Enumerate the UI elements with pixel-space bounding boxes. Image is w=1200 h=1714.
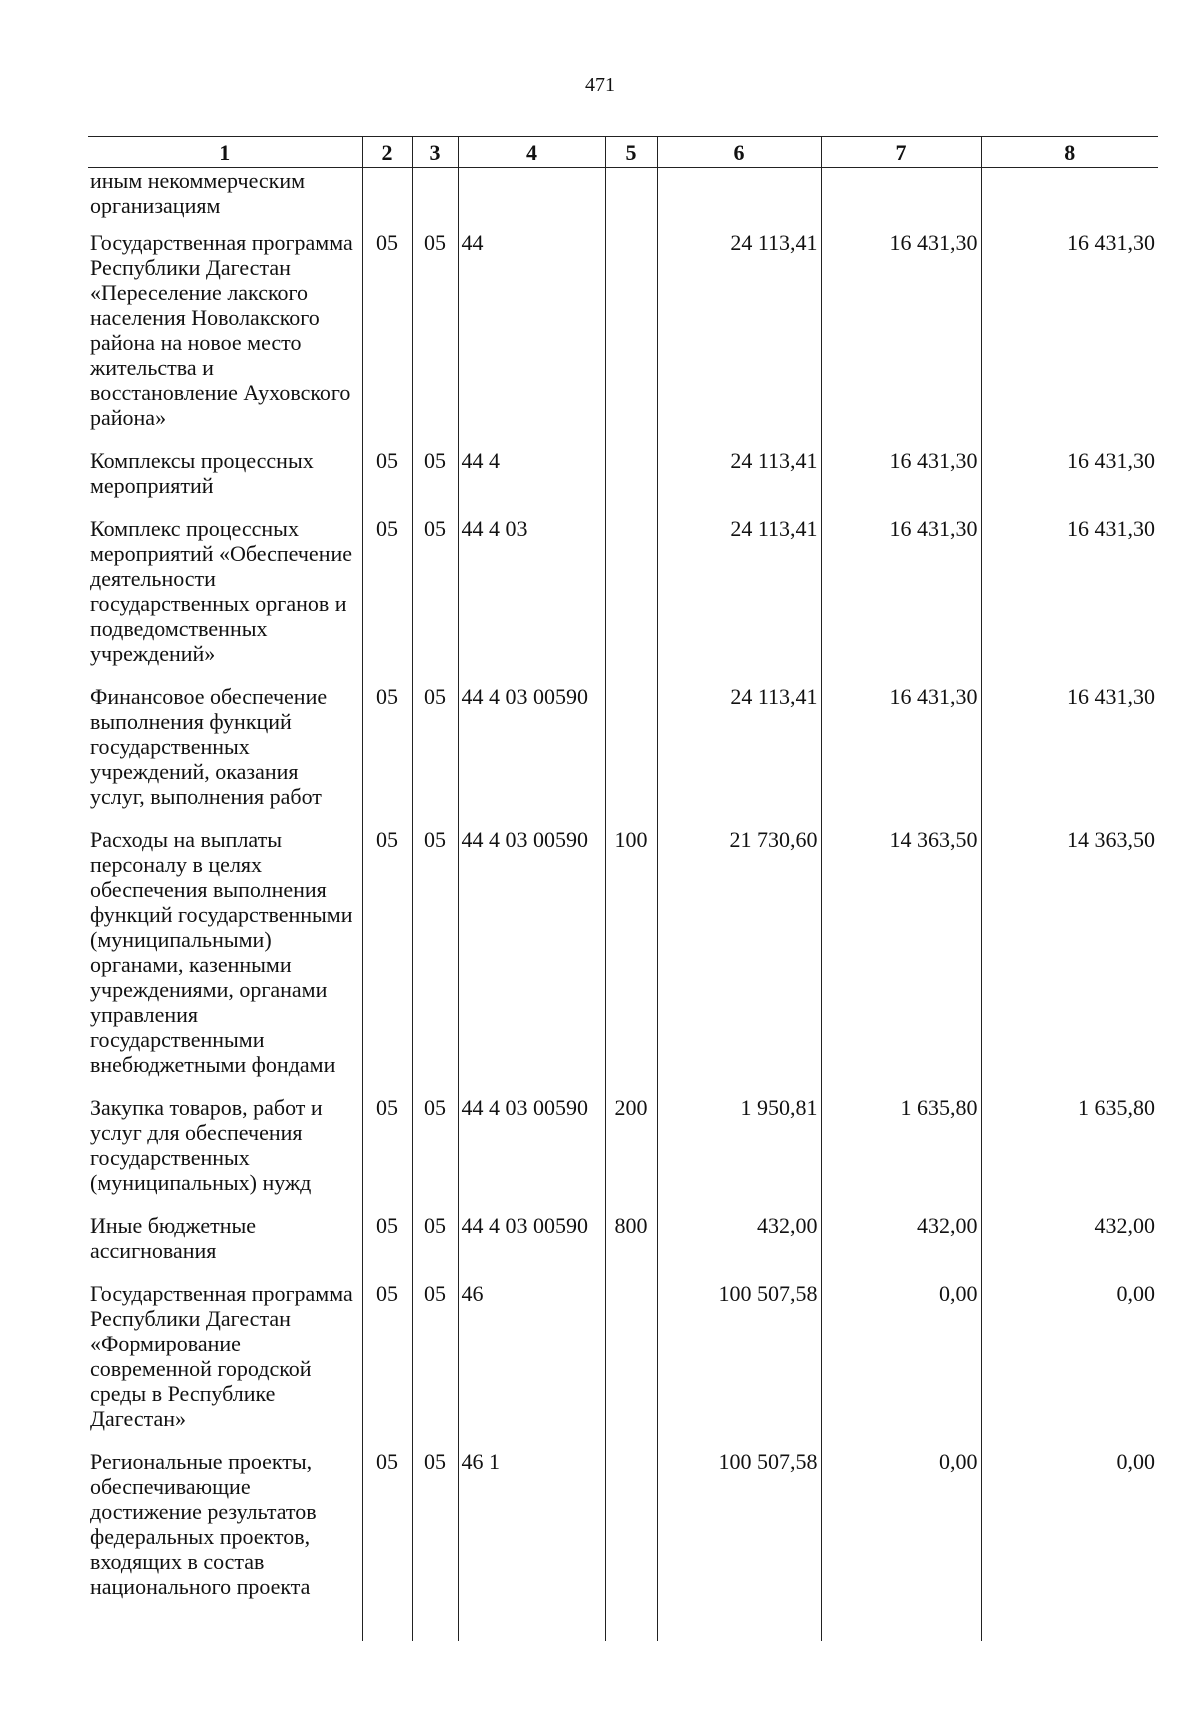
cell-amount-col7: 16 431,30 [821, 448, 981, 516]
cell-amount-col6: 24 113,41 [657, 448, 821, 516]
cell-expense-type: 800 [605, 1213, 657, 1281]
cell-subsection [412, 168, 458, 231]
cell-amount-col7: 16 431,30 [821, 684, 981, 827]
cell-amount-col8: 16 431,30 [981, 516, 1158, 684]
table-row [88, 827, 1158, 1095]
column-header: 8 [981, 137, 1158, 168]
cell-amount-col7: 16 431,30 [821, 230, 981, 448]
row-name: Региональные проекты, обеспечивающие достижение результатов федеральных проектов, входящих в состав национального проекта [90, 1449, 317, 1599]
cell-amount-col6: 24 113,41 [657, 230, 821, 448]
row-name: Закупка товаров, работ и услуг для обеспечения государственных (муниципальных) нужд [90, 1095, 323, 1195]
cell-expense-type [605, 168, 657, 231]
cell-subsection: 05 [412, 827, 458, 1095]
page-number: 471 [585, 74, 615, 96]
cell-subsection: 05 [412, 1095, 458, 1213]
column-header: 1 [88, 137, 362, 168]
cell-amount-col6: 432,00 [657, 1213, 821, 1281]
row-name: Государственная программа Республики Дагестан «Формирование современной городской среды в Республике Дагестан» [90, 1281, 353, 1431]
table-row [88, 516, 1158, 684]
cell-target-article: 44 4 03 [458, 516, 605, 684]
cell-section: 05 [362, 827, 412, 1095]
row-name: Комплексы процессных мероприятий [90, 448, 314, 498]
table-row [88, 448, 1158, 516]
column-header: 4 [458, 137, 605, 168]
cell-section: 05 [362, 448, 412, 516]
column-header: 3 [412, 137, 458, 168]
cell-amount-col6: 100 507,58 [657, 1281, 821, 1449]
cell-amount-col7: 14 363,50 [821, 827, 981, 1095]
cell-expense-type: 100 [605, 827, 657, 1095]
table-row [88, 230, 1158, 448]
cell-amount-col7: 0,00 [821, 1449, 981, 1617]
cell-amount-col6: 1 950,81 [657, 1095, 821, 1213]
cell-amount-col8: 16 431,30 [981, 230, 1158, 448]
cell-section: 05 [362, 1281, 412, 1449]
cell-amount-col6 [657, 168, 821, 231]
cell-target-article: 44 4 03 00590 [458, 827, 605, 1095]
cell-section: 05 [362, 230, 412, 448]
cell-amount-col8: 0,00 [981, 1281, 1158, 1449]
cell-amount-col8: 16 431,30 [981, 448, 1158, 516]
table-row [88, 168, 1158, 231]
column-header: 7 [821, 137, 981, 168]
cell-amount-col8: 16 431,30 [981, 684, 1158, 827]
cell-expense-type [605, 1449, 657, 1617]
cell-subsection: 05 [412, 1449, 458, 1617]
cell-section: 05 [362, 1449, 412, 1617]
cell-expense-type [605, 448, 657, 516]
cell-amount-col8: 1 635,80 [981, 1095, 1158, 1213]
cell-amount-col6: 100 507,58 [657, 1449, 821, 1617]
cell-amount-col6: 24 113,41 [657, 516, 821, 684]
row-name: Расходы на выплаты персоналу в целях обеспечения выполнения функций государственными (муниципальными) органами, казенными учреждениями, органами управления государственными внебюджетными фондами [90, 827, 353, 1077]
cell-expense-type [605, 1281, 657, 1449]
table-row [88, 684, 1158, 827]
cell-target-article: 46 1 [458, 1449, 605, 1617]
cell-section: 05 [362, 684, 412, 827]
table-row [88, 1281, 1158, 1449]
row-name: Комплекс процессных мероприятий «Обеспечение деятельности государственных органов и подведомственных учреждений» [90, 516, 353, 666]
header-row [88, 137, 1158, 168]
cell-expense-type [605, 516, 657, 684]
row-name: Финансовое обеспечение выполнения функций государственных учреждений, оказания услуг, выполнения работ [90, 684, 328, 809]
cell-amount-col6: 21 730,60 [657, 827, 821, 1095]
table-row [88, 1095, 1158, 1213]
table-bottom-spacer [88, 1617, 1158, 1641]
cell-target-article: 44 [458, 230, 605, 448]
cell-amount-col8: 0,00 [981, 1449, 1158, 1617]
cell-subsection: 05 [412, 684, 458, 827]
cell-expense-type [605, 684, 657, 827]
cell-expense-type [605, 230, 657, 448]
cell-amount-col8: 432,00 [981, 1213, 1158, 1281]
cell-amount-col8 [981, 168, 1158, 231]
table-row [88, 1449, 1158, 1617]
cell-target-article: 44 4 03 00590 [458, 1213, 605, 1281]
cell-amount-col6: 24 113,41 [657, 684, 821, 827]
cell-target-article: 44 4 03 00590 [458, 684, 605, 827]
cell-section: 05 [362, 1095, 412, 1213]
cell-subsection: 05 [412, 230, 458, 448]
cell-section [362, 168, 412, 231]
cell-amount-col7: 432,00 [821, 1213, 981, 1281]
column-header: 2 [362, 137, 412, 168]
cell-amount-col7: 0,00 [821, 1281, 981, 1449]
row-name: Иные бюджетные ассигнования [90, 1213, 257, 1263]
cell-amount-col7: 1 635,80 [821, 1095, 981, 1213]
cell-expense-type: 200 [605, 1095, 657, 1213]
cell-section: 05 [362, 1213, 412, 1281]
table-row [88, 1213, 1158, 1281]
cell-subsection: 05 [412, 1281, 458, 1449]
cell-subsection: 05 [412, 516, 458, 684]
cell-target-article: 44 4 03 00590 [458, 1095, 605, 1213]
cell-target-article [458, 168, 605, 231]
cell-amount-col8: 14 363,50 [981, 827, 1158, 1095]
cell-subsection: 05 [412, 448, 458, 516]
column-header: 6 [657, 137, 821, 168]
cell-amount-col7 [821, 168, 981, 231]
cell-target-article: 46 [458, 1281, 605, 1449]
cell-amount-col7: 16 431,30 [821, 516, 981, 684]
row-name: Государственная программа Республики Дагестан «Переселение лакского населения Новолакского района на новое место жительства и восстановление Ауховского района» [90, 230, 353, 430]
cell-subsection: 05 [412, 1213, 458, 1281]
column-header: 5 [605, 137, 657, 168]
row-name: иным некоммерческим организациям [90, 168, 306, 218]
cell-target-article: 44 4 [458, 448, 605, 516]
cell-section: 05 [362, 516, 412, 684]
budget-table [88, 136, 1158, 1641]
